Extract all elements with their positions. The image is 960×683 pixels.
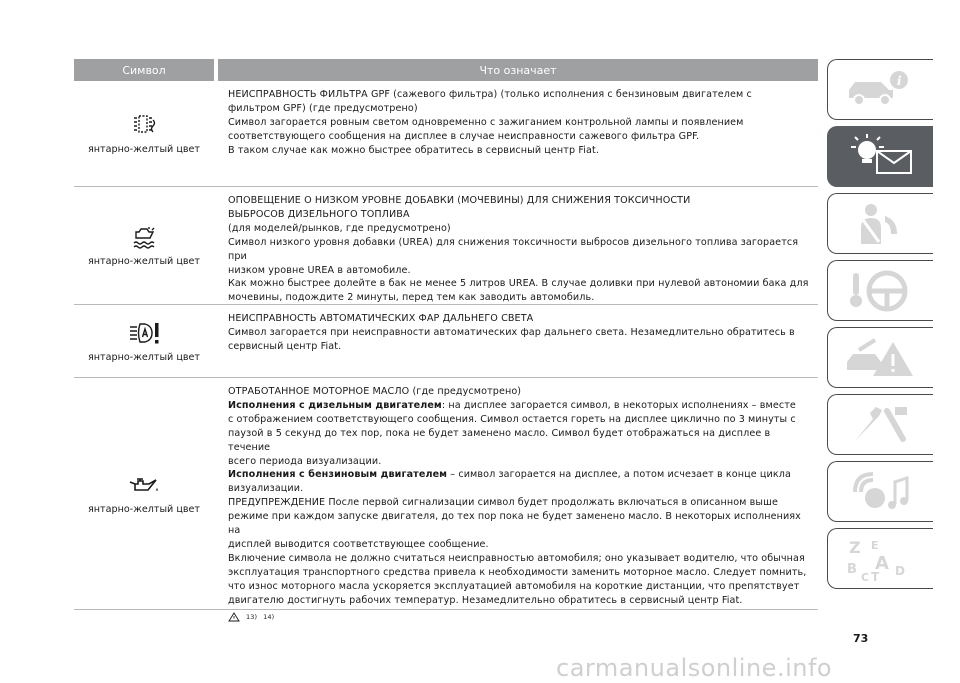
ref-link[interactable]: 13) [246,612,258,621]
seatbelt-airbag-icon [841,200,921,248]
index-alphabet-icon [841,535,921,583]
tab-service[interactable] [827,394,933,455]
svg-text:B: B [846,561,857,577]
symbol-cell [74,81,214,186]
meaning-cell: НЕИСПРАВНОСТЬ ФИЛЬТРА GPF (сажевого фильтра) (только исполнения с бензиновым двигателем с фильтром GPF) (где предусмотрено) Символ загорается ровным светом одновременно с зажиганием контрольной лампы и появлением соответствующего сообщения на дисплее в случае неисправности сажевого фильтра GPF. В таком случае как можно быстрее обратитесь в сервисный центр Fiat. [228,89,752,156]
svg-text:Z: Z [848,537,861,557]
table-row [74,187,818,305]
table-header [74,59,818,81]
meaning-cell: ОТРАБОТАННОЕ МОТОРНОЕ МАСЛО (где предусмотрено) Исполнения с дизельным двигателем: на дисплее загорается символ, в некоторых исполнениях – вместе с отображением соответствующего сообщения. Символ остается гореть на дисплее циклично по 3 минуты с паузой в 5 секунд до тех пор, пока не будет заменено масло. Символ будет отображаться на дисплее в течение всего периода визуализации. Исполнения с бензиновым двигателем – символ загорается на дисплее, а потом исчезает в конце цикла визуализации. ПРЕДУПРЕЖДЕНИЕ После первой сигнализации символ будет продолжать включаться в описанном выше режиме при каждом запуске двигателя, до тех пор пока не будет заменено масло. В некоторых исполнениях на дисплей выводится соответствующее сообщение. Включение символа не должно считаться неисправностью автомобиля; оно указывает водителю, что обычная эксплуатация транспортного средства привела к необходимости заменить моторное масло. Следует помнить, что износ моторного масла ускоряется эксплуатацией автомобиля на короткие дистанции, что препятствует двигателю достигнуть рабочих температур. Незамедлительно обратитесь в сервисный центр Fiat. 13) 14) [218,378,818,609]
table-row [74,305,818,378]
header-meaning: Что означает [218,59,818,81]
header-symbol: Символ [74,59,214,81]
gpf-filter-icon [127,112,161,138]
svg-text:i: i [896,73,902,88]
meaning-cell: НЕИСПРАВНОСТЬ АВТОМАТИЧЕСКИХ ФАР ДАЛЬНЕГО СВЕТА Символ загорается при неисправности автоматических фар дальнего света. Незамедлительно обратитесь в сервисный центр Fiat. [228,313,795,352]
watermark: carmanualsonline.info [556,654,833,682]
tab-warning-lights[interactable] [827,126,933,187]
page-number: 73 [853,632,869,645]
warning-lights-icon [841,133,921,181]
tab-multimedia[interactable] [827,461,933,522]
svg-text:D: D [894,563,905,578]
auto-high-beam-fault-icon [127,320,161,346]
oil-can-icon [127,472,161,498]
urea-warning-icon [127,224,161,250]
svg-text:C: C [860,570,869,583]
tab-emergency[interactable] [827,327,933,388]
tab-car-info[interactable] [827,59,933,120]
color-label: янтарно-желтый цвет [87,504,200,515]
multimedia-icon [841,468,921,516]
symbol-cell [74,305,214,377]
warning-triangle-icon [228,612,240,622]
tab-safety[interactable] [827,193,933,254]
service-tools-icon [841,401,921,449]
tab-index[interactable] [827,528,933,589]
car-info-icon [841,66,921,114]
symbol-cell [74,378,214,609]
color-label: янтарно-желтый цвет [87,256,200,267]
symbol-cell [74,187,214,304]
table-row [74,81,818,187]
color-label: янтарно-желтый цвет [87,144,200,155]
color-label: янтарно-желтый цвет [87,351,200,363]
svg-text:E: E [870,538,879,552]
symbol-table [74,59,818,621]
emergency-icon [841,334,921,382]
ref-link[interactable]: 14) [263,612,275,621]
steering-wheel-icon [841,267,921,315]
svg-text:A: A [874,552,889,574]
table-row [74,378,818,621]
meaning-cell: ОПОВЕЩЕНИЕ О НИЗКОМ УРОВНЕ ДОБАВКИ (МОЧЕВИНЫ) ДЛЯ СНИЖЕНИЯ ТОКСИЧНОСТИ ВЫБРОСОВ ДИЗЕЛЬНОГО ТОПЛИВА (для моделей/рынков, где предусмотрено) Символ низкого уровня добавки (UREA) для снижения токсичности выбросов дизельного топлива загорается при низком уровне UREA в автомобиле. Как можно быстрее долейте в бак не менее 5 литров UREA. В случае доливки при нулевой автономии бака для мочевины, подождите 2 минуты, перед тем как заводить автомобиль. [228,195,809,304]
svg-text:T: T [870,569,879,583]
section-tabs [827,59,933,595]
references [228,611,814,625]
tab-driving[interactable] [827,260,933,321]
